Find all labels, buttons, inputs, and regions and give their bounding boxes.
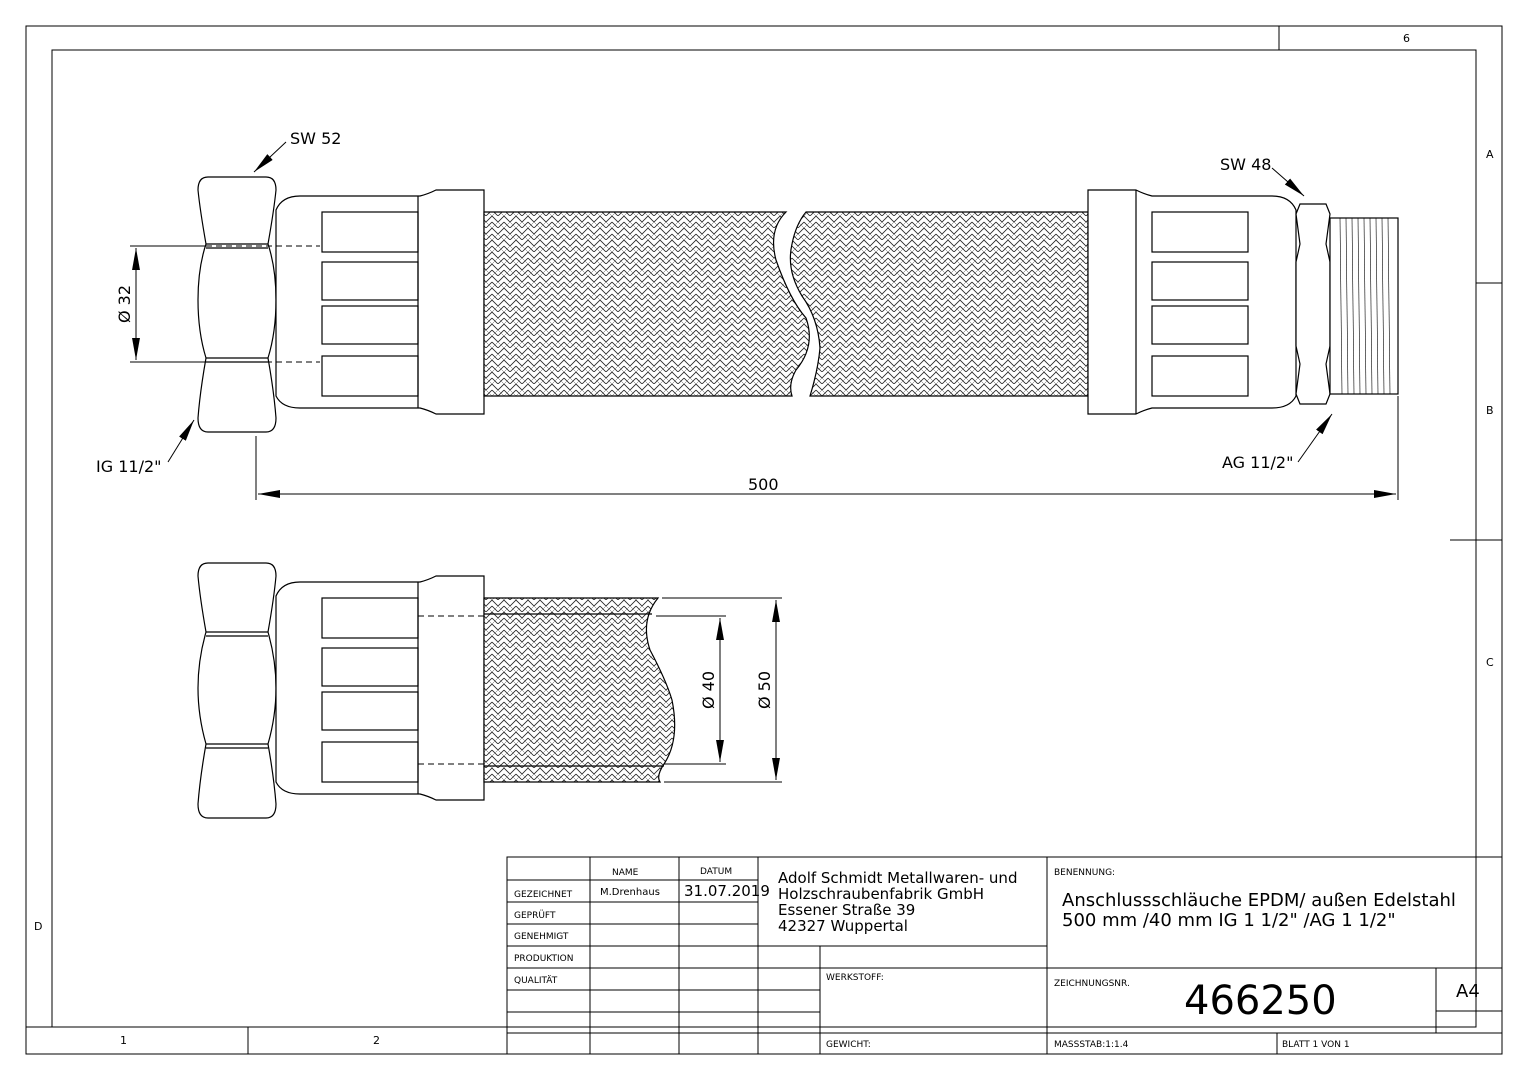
row-gezeichnet: GEZEICHNET [514, 890, 573, 900]
hose-front-view [198, 177, 1398, 432]
zone-row-d: D [34, 920, 43, 933]
drawn-by: M.Drenhaus [600, 887, 660, 898]
braided-hose-left [484, 212, 809, 396]
zone-col-1: 1 [120, 1034, 127, 1047]
label-length: 500 [748, 475, 779, 494]
label-sw-left: SW 52 [290, 129, 342, 148]
title-line-2: 500 mm /40 mm IG 1 1/2" /AG 1 1/2" [1062, 910, 1396, 931]
drawing-number: 466250 [1184, 978, 1337, 1024]
zone-row-b: B [1486, 404, 1494, 417]
drawn-date: 31.07.2019 [684, 882, 770, 900]
title-block-text [514, 867, 1480, 1050]
row-genehmigt: GENEHMIGT [514, 932, 569, 942]
company-line-1: Adolf Schmidt Metallwaren- und [778, 869, 1018, 887]
hose-section-view [198, 563, 675, 818]
zone-row-c: C [1486, 656, 1494, 669]
braided-hose-section [484, 598, 675, 782]
dimension-labels-section [699, 671, 774, 709]
sheet-count: BLATT 1 VON 1 [1282, 1040, 1350, 1050]
hex-nut-section [198, 563, 276, 818]
zone-col-6: 6 [1403, 32, 1410, 45]
label-external-thread: AG 11/2" [1222, 453, 1294, 472]
zone-col-2: 2 [373, 1034, 380, 1047]
zone-row-a: A [1486, 148, 1494, 161]
label-diameter-32: Ø 32 [115, 284, 134, 324]
braided-hose-right [790, 212, 1088, 396]
hex-nut-left [198, 177, 276, 432]
label-diameter-40: Ø 40 [699, 670, 718, 710]
company-line-4: 42327 Wuppertal [778, 917, 908, 935]
gewicht-label: GEWICHT: [826, 1040, 871, 1050]
label-diameter-50: Ø 50 [755, 670, 774, 710]
header-name: NAME [612, 868, 639, 878]
row-geprueft: GEPRÜFT [514, 911, 556, 921]
title-line-1: Anschlussschläuche EPDM/ außen Edelstahl [1062, 890, 1456, 911]
row-qualitaet: QUALITÄT [514, 976, 558, 986]
benennung-label: BENENNUNG: [1054, 868, 1116, 878]
werkstoff-label: WERKSTOFF: [826, 973, 884, 983]
row-produktion: PRODUKTION [514, 954, 574, 964]
hex-nut-right [1296, 204, 1330, 404]
label-internal-thread: IG 11/2" [96, 457, 162, 476]
company-line-3: Essener Straße 39 [778, 901, 916, 919]
scale: MASSSTAB:1:1.4 [1054, 1040, 1129, 1050]
label-sw-right: SW 48 [1220, 155, 1272, 174]
sheet-format: A4 [1456, 981, 1480, 1002]
company-line-2: Holzschraubenfabrik GmbH [778, 885, 985, 903]
header-datum: DATUM [700, 867, 733, 877]
zeichnungsnr-label: ZEICHNUNGSNR. [1054, 979, 1130, 989]
